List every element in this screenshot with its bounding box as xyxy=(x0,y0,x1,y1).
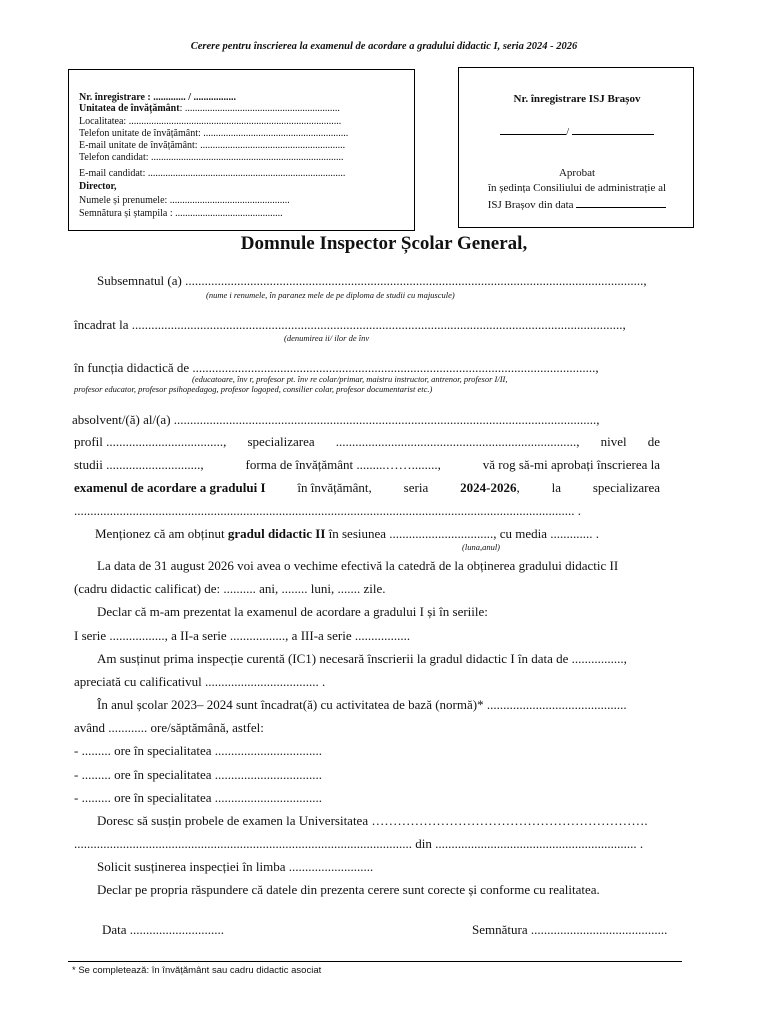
isj-approval-box xyxy=(458,67,694,228)
incadrat-field: încadrat la ......................................................................................................................................................., xyxy=(74,317,626,332)
mentionez-line: Menționez că am obținut gradul didactic II în sesiunea ................................, cu media ............. . xyxy=(95,526,600,541)
aprobat-line-1: în ședința Consiliului de administrație al xyxy=(487,182,667,194)
semnatura-field: Semnătura .......................................... xyxy=(472,922,668,937)
vechime-line-1: La data de 31 august 2026 voi avea o vechime efectivă la catedră de la obținerea gradului didactic II xyxy=(97,558,619,573)
doresc-line-1: Doresc să susțin probele de examen la Universitatea ………………………………………………………. xyxy=(97,813,648,828)
vechime-line-2: (cadru didactic calificat) de: .......... ani, ........ luni, ....... zile. xyxy=(74,581,386,596)
main-title: Domnule Inspector Școlar General, xyxy=(240,233,528,254)
nr-inregistrare-label: Nr. înregistrare : ............. / ................. xyxy=(79,92,237,103)
solicit-limba-line: Solicit susținerea inspecției în limba .......................... xyxy=(97,859,374,874)
aprobat-line-2: ISJ Brașov din data xyxy=(459,197,695,211)
unitate-invatamant-label: Unitatea de învățământ: .............................................................. xyxy=(79,103,340,114)
declar-raspundere-line: Declar pe propria răspundere că datele din prezenta cerere sunt corecte și conforme cu realitatea. xyxy=(97,882,600,897)
inspectie-line-1: Am susținut prima inspecție curentă (IC1) necesară înscrierii la gradul didactic I în data de ................, xyxy=(97,651,627,666)
document-header-title: Cerere pentru înscrierea la examenul de acordare a gradului didactic I, seria 2024 - 2026 xyxy=(190,41,578,52)
hint-luna-anul: (luna,anul) xyxy=(462,542,501,552)
isj-nr-blank-2 xyxy=(572,124,654,135)
functia-field: în funcția didactică de ............................................................................................................................, xyxy=(74,360,599,375)
director-label: Director, xyxy=(79,181,117,192)
absolvent-field: absolvent/(ă) al/(a) .................................................................................................................................., xyxy=(72,412,600,427)
hint-functia-1: (educatoare, înv r, profesor pt. înv re colar/primar, maistru instructor, antrenor, profesor I/II, xyxy=(192,374,508,384)
ore-specialitate-3: - ......... ore în specialitatea ................................. xyxy=(74,790,323,805)
isj-nr-field: / xyxy=(459,124,695,138)
declar-serii-line: Declar că m-am prezentat la examenul de acordare a gradului I și în seriile: xyxy=(97,604,488,619)
an-scolar-line-1: În anul școlar 2023– 2024 sunt încadrat(ă) cu activitatea de bază (normă)* ........................................... xyxy=(97,697,627,712)
telefon-unitate-field: Telefon unitate de învățământ: .......................................................... xyxy=(79,128,349,139)
studii-row: studii ............................., forma de învățământ .........……........, vă rog să-mi aprobați înscrierea la xyxy=(74,457,660,472)
specializarea-dots: .......................................................................................................................................................... . xyxy=(74,503,581,518)
examen-row: examenul de acordare a gradului I în învățământ, seria 2024-2026, la specializarea xyxy=(74,480,660,495)
isj-nr-title: Nr. înregistrare ISJ Brașov xyxy=(513,93,641,105)
hint-functia-2: profesor educator, profesor psihopedagog, profesor logoped, consilier colar, profesor documentarist etc.) xyxy=(74,384,433,394)
localitate-field: Localitatea: ..................................................................................... xyxy=(79,116,342,127)
email-unitate-field: E-mail unitate de învățământ: .......................................................... xyxy=(79,140,346,151)
hint-denumirea: (denumirea ii/ ilor de înv xyxy=(284,333,370,343)
profil-row: profil ...................................., specializarea .........................................................................., nivel de xyxy=(74,434,660,449)
telefon-candidat-field: Telefon candidat: ............................................................................. xyxy=(79,152,344,163)
footnote-divider xyxy=(68,961,682,962)
data-field: Data ............................. xyxy=(102,922,225,937)
aprobat-label: Aprobat xyxy=(558,167,596,179)
registration-box xyxy=(68,69,415,231)
aprobat-date-blank xyxy=(576,197,666,208)
director-semnatura-field: Semnătura și ștampila : ........................................... xyxy=(79,208,283,219)
director-nume-field: Numele și prenumele: ................................................ xyxy=(79,195,290,206)
ore-specialitate-2: - ......... ore în specialitatea ................................. xyxy=(74,767,323,782)
email-candidat-field: E-mail candidat: ............................................................................... xyxy=(79,168,346,179)
hint-nume: (nume i renumele, în paranez mele de pe diploma de studii cu majuscule) xyxy=(206,290,455,300)
isj-nr-blank-1 xyxy=(500,124,566,135)
subsemnatul-field: Subsemnatul (a) ............................................................................................................................................., xyxy=(97,273,647,288)
ore-specialitate-1: - ......... ore în specialitatea ................................. xyxy=(74,743,323,758)
serii-field: I serie ................., a II-a serie ................., a III-a serie ................. xyxy=(74,628,411,643)
inspectie-line-2: apreciată cu calificativul ................................... . xyxy=(74,674,326,689)
an-scolar-line-2: având ............ ore/săptămână, astfel: xyxy=(74,720,264,735)
footnote: * Se completează: în învățământ sau cadru didactic asociat xyxy=(72,965,322,976)
doresc-line-2: ........................................................................................................ din .............................................................. . xyxy=(74,836,644,851)
